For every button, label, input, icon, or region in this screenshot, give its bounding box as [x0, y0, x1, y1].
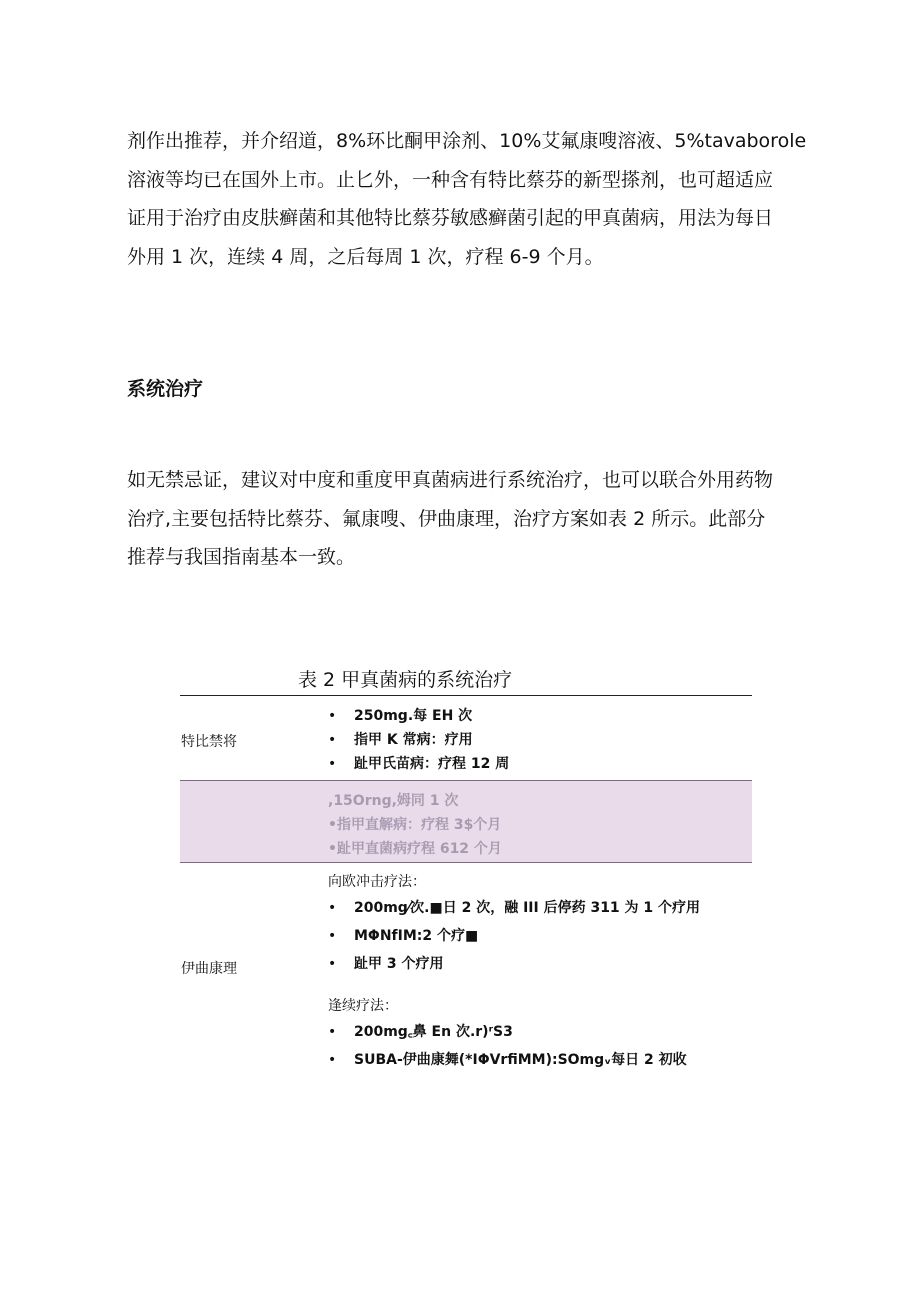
regimen-item [328, 894, 700, 922]
regimen-text: MΦNfIM:2 个疗■ [354, 928, 479, 944]
regimen-item [328, 1018, 700, 1046]
bullet-icon: • [328, 956, 337, 972]
paragraph-line: 推荐与我国指南基本一致。 [127, 546, 356, 568]
bullet-icon: • [328, 1052, 337, 1068]
regimen-text: 200mg⁄次.■日 2 次，融 III 后停药 311 为 1 个疗用 [354, 900, 701, 916]
regimen-item [328, 789, 502, 813]
bullet-icon: • [328, 756, 337, 772]
paragraph-topical-treatment [127, 122, 807, 276]
regimen-item [328, 837, 502, 861]
bullet-icon: • [328, 708, 337, 724]
regimen-text: 200mg꜀鼻 En 次.r)ʳS3 [354, 1024, 513, 1040]
table-row-fluconazole [180, 780, 752, 863]
treatment-table [180, 695, 752, 1083]
regimen-list [328, 789, 502, 861]
regimen-item [328, 922, 700, 950]
regimen-text: 指甲 K 常病：疗用 [354, 732, 473, 748]
regimen-text: •趾甲直菌病疗程 612 个月 [328, 841, 502, 857]
regimen-list [328, 870, 700, 1074]
bullet-icon: • [328, 900, 337, 916]
regimen-text: •指甲直解病：疗程 3$个月 [328, 817, 502, 833]
paragraph-line: 外用 1 次，连续 4 周，之后每周 1 次，疗程 6-9 个月。 [127, 245, 604, 268]
bullet-icon: • [328, 732, 337, 748]
regimen-item [328, 752, 509, 776]
paragraph-systemic-treatment [127, 461, 807, 577]
section-heading: 系统治疗 [127, 378, 204, 400]
table-row-itraconazole [180, 863, 752, 1083]
paragraph-line: 证用于治疗由皮肤癣菌和其他特比蔡芬敏感癣菌引起的甲真菌病，用法为每日 [127, 207, 774, 229]
regimen-item [328, 704, 509, 728]
table-caption: 表 2 甲真菌病的系统治疗 [298, 669, 513, 691]
regimen-subheading: 逢续疗法： [328, 998, 398, 1014]
regimen-subheading: 向欧冲击疗法： [328, 874, 426, 890]
table-row-terbinafine [180, 696, 752, 780]
paragraph-line: 如无禁忌证，建议对中度和重度甲真菌病进行系统治疗，也可以联合外用药物 [127, 469, 774, 491]
regimen-item [328, 728, 509, 752]
bullet-icon: • [328, 928, 337, 944]
drug-name: 伊曲康理 [181, 961, 237, 977]
regimen-item [328, 813, 502, 837]
regimen-list [328, 704, 509, 776]
regimen-text: SUBA-伊曲康舞(*IΦVrfiMM):SOmgᵥ每日 2 初收 [354, 1052, 687, 1068]
regimen-item [328, 1046, 700, 1074]
paragraph-line: 溶液等均已在国外上市。止匕外，一种含有特比蔡芬的新型搽剂，也可超适应 [127, 168, 774, 191]
bullet-icon: • [328, 1024, 337, 1040]
paragraph-line: 治疗,主要包括特比蔡芬、氟康嗖、伊曲康理，治疗方案如表 2 所示。此部分 [127, 507, 766, 530]
regimen-text: 250mg.每 EH 次 [354, 708, 473, 724]
regimen-text: ,15Orng,姆同 1 次 [328, 793, 459, 809]
drug-name: 特比禁将 [181, 734, 237, 750]
regimen-text: 趾甲 3 个疗用 [354, 956, 444, 972]
regimen-text: 趾甲氏苗病：疗程 12 周 [354, 756, 510, 772]
paragraph-line: 剂作出推荐，并介绍道，8%环比酮甲涂剂、10%艾氟康嗖溶液、5%tavaborole [127, 130, 807, 152]
spacer [328, 978, 700, 994]
regimen-item [328, 950, 700, 978]
